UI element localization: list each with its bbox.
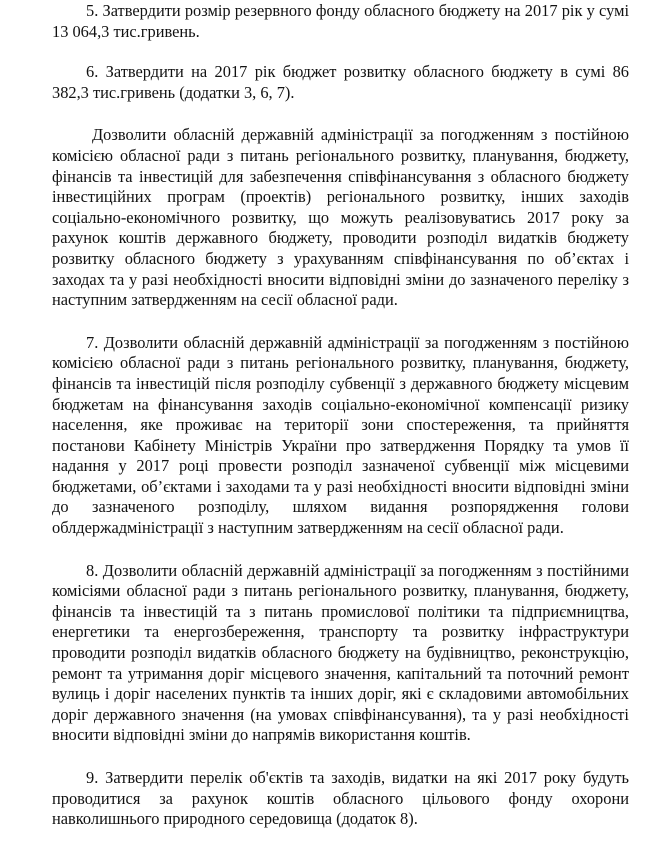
paragraph-6-development-budget: 6. Затвердити на 2017 рік бюджет розвитку обласного бюджету в сумі 86 382,3 тис.гривень (додатки 3, 6, 7). — [52, 62, 629, 102]
paragraph-6-permission: Дозволити обласній державній адміністрації за погодженням з постійною комісією обласної ради з питань регіонального розвитку, планування, бюджету, фінансів та інвестицій для забезпечення співфінансування з обласного бюджету інвестиційних програм (проектів) регіонального розвитку, інших заходів соціально-економічного розвитку, що можуть реалізовуватись 2017 року за рахунок коштів державного бюджету, проводити розподіл видатків бюджету розвитку обласного бюджету з урахуванням співфінансування по об’єктах і заходах та у разі необхідності вносити відповідні зміни до зазначеного переліку з наступним затвердженням на сесії обласної ради. — [52, 125, 629, 310]
paragraph-gap — [52, 539, 629, 561]
paragraph-gap — [52, 103, 629, 125]
paragraph-7-subvention: 7. Дозволити обласній державній адміністрації за погодженням з постійною комісією обласної ради з питань регіонального розвитку, планування, бюджету, фінансів та інвестицій після розподілу субвенції з державного бюджету місцевим бюджетам на фінансування заходів соціально-економічної компенсації ризику населення, яке проживає на території зони спостереження, та прийняття постанови Кабінету Міністрів України про затвердження Порядку та умов її надання у 2017 році провести розподіл зазначеної субвенції між місцевими бюджетами, об’єктами і заходами та у разі необхідності вносити відповідні зміни до зазначеного розподілу, шляхом видання розпорядження голови облдержадміністрації з наступним затвердженням на сесії обласної ради. — [52, 332, 629, 538]
document-page — [52, 1, 629, 830]
paragraph-8-roads: 8. Дозволити обласній державній адміністрації за погодженням з постійними комісіями обласної ради з питань регіонального розвитку, планування, бюджету, фінансів та інвестицій та з питань промислової політики та підприємництва, енергетики та енергозбереження, транспорту та розвитку інфраструктури проводити розподіл видатків обласного бюджету на будівництво, реконструкцію, ремонт та утримання доріг місцевого значення, капітальний та поточний ремонт вулиць і доріг населених пунктів та інших доріг, які є складовими автомобільних доріг державного значення (на умовах співфінансування), та у разі необхідності вносити відповідні зміни до напрямів використання коштів. — [52, 560, 629, 745]
paragraph-gap — [52, 311, 629, 333]
paragraph-9-environment-fund: 9. Затвердити перелік об'єктів та заходів, видатки на які 2017 року будуть проводитися за рахунок коштів обласного цільового фонду охорони навколишнього природного середовища (додаток 8). — [52, 768, 629, 829]
paragraph-gap — [52, 746, 629, 768]
paragraph-gap — [52, 42, 629, 62]
paragraph-5-reserve-fund: 5. Затвердити розмір резервного фонду обласного бюджету на 2017 рік у сумі 13 064,3 тис.гривень. — [52, 1, 629, 41]
